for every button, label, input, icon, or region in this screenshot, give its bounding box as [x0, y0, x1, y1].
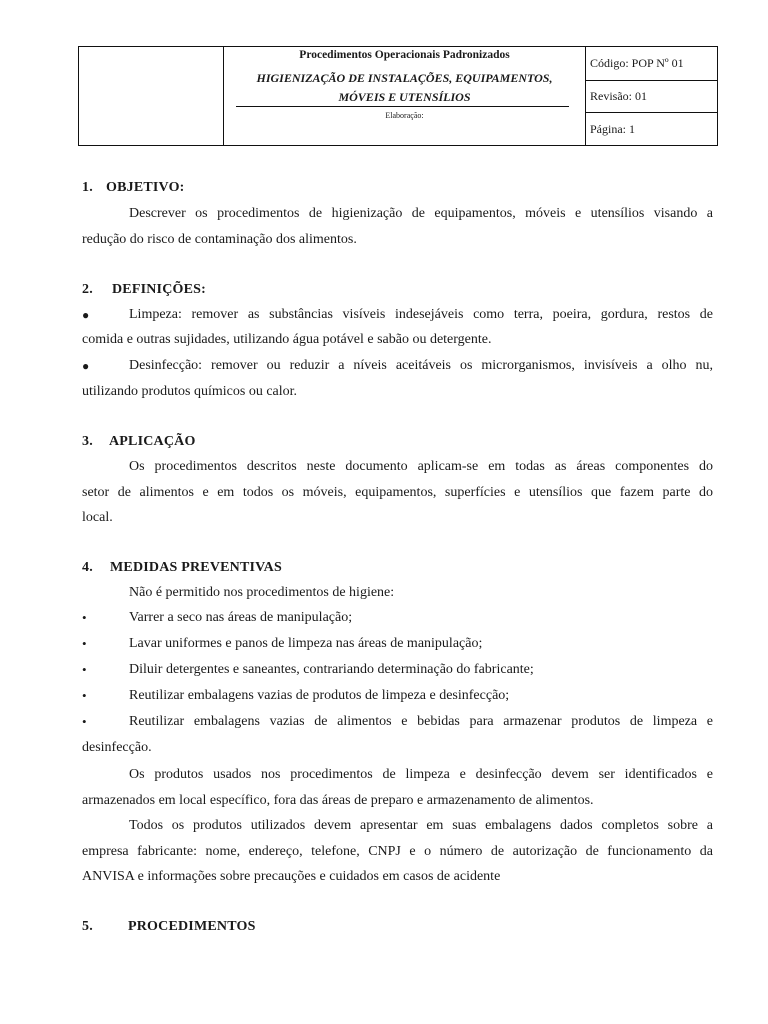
section-1-line-2: redução do risco de contaminação dos alimentos.: [82, 232, 357, 247]
doc-subject-line-2: MÓVEIS E UTENSÍLIOS: [338, 90, 471, 104]
doc-type-title: Procedimentos Operacionais Padronizados: [299, 49, 510, 61]
page-cell: Página: 1: [590, 121, 635, 136]
prohibition-item: Lavar uniformes e panos de limpeza nas áreas de manipulação;: [129, 636, 483, 651]
prohibition-item: Varrer a seco nas áreas de manipulação;: [129, 610, 353, 625]
bullet-icon: •: [82, 714, 87, 729]
code-cell: Código: POP Nº 01: [586, 47, 717, 81]
bullet-icon: •: [82, 662, 87, 677]
section-4-heading: 4. MEDIDAS PREVENTIVAS: [82, 560, 282, 575]
storage-paragraph-line-1: Os produtos usados nos procedimentos de limpeza e desinfecção devem ser identificados e: [129, 767, 713, 782]
storage-paragraph-line-2: armazenados em local específico, fora das áreas de preparo e armazenamento de alimentos.: [82, 793, 594, 808]
bullet-icon: ●: [82, 359, 90, 373]
title-cell: [224, 47, 586, 145]
elaboration-label: Elaboração:: [385, 111, 424, 120]
definition-disinfection-line-2: utilizando produtos químicos ou calor.: [82, 384, 298, 399]
prohibition-item: Diluir detergentes e saneantes, contrariando determinação do fabricante;: [129, 662, 534, 677]
section-5-heading: 5. PROCEDIMENTOS: [82, 919, 256, 934]
section-3-line-2: setor de alimentos e em todos os móveis, equipamentos, superfícies e utensílios que fazem parte do: [82, 485, 713, 500]
doc-subject-line-1: HIGIENIZAÇÃO DE INSTALAÇÕES, EQUIPAMENTOS,: [256, 71, 553, 85]
labeling-paragraph-line-3: ANVISA e informações sobre precauções e cuidados em casos de acidente: [82, 869, 501, 884]
header-table: [78, 46, 718, 146]
section-2-heading: 2. DEFINIÇÕES:: [82, 282, 206, 297]
section-1-line-1: Descrever os procedimentos de higienização de equipamentos, móveis e utensílios visando a: [129, 206, 713, 221]
prohibition-item-continuation: desinfecção.: [82, 740, 152, 755]
labeling-paragraph-line-2: empresa fabricante: nome, endereço, telefone, CNPJ e o número de autorização de funcionamento da: [82, 844, 713, 859]
definition-disinfection-line-1: Desinfecção: remover ou reduzir a níveis aceitáveis os microrganismos, invisíveis a olho nu,: [129, 358, 713, 373]
section-3-line-3: local.: [82, 510, 113, 525]
prohibition-item: Reutilizar embalagens vazias de alimentos e bebidas para armazenar produtos de limpeza e: [129, 714, 713, 729]
section-3-line-1: Os procedimentos descritos neste documento aplicam-se em todas as áreas componentes do: [129, 459, 713, 474]
revision-cell: Revisão: 01: [586, 81, 717, 113]
bullet-icon: ●: [82, 308, 90, 322]
bullet-icon: •: [82, 636, 87, 651]
prohibition-item: Reutilizar embalagens vazias de produtos de limpeza e desinfecção;: [129, 688, 510, 703]
title-divider: [236, 106, 569, 107]
bullet-icon: •: [82, 688, 87, 703]
logo-cell: [79, 47, 224, 145]
section-3-heading: 3. APLICAÇÃO: [82, 434, 196, 449]
labeling-paragraph-line-1: Todos os produtos utilizados devem apresentar em suas embalagens dados completos sobre a: [129, 818, 713, 833]
section-4-intro: Não é permitido nos procedimentos de higiene:: [129, 585, 395, 600]
definition-cleaning-line-2: comida e outras sujidades, utilizando água potável e sabão ou detergente.: [82, 332, 492, 347]
bullet-icon: •: [82, 610, 87, 625]
definition-cleaning-line-1: Limpeza: remover as substâncias visíveis indesejáveis como terra, poeira, gordura, restos de: [129, 307, 713, 322]
doc-subject: [224, 69, 585, 107]
meta-cells: [586, 47, 717, 145]
section-1-heading: 1. OBJETIVO:: [82, 180, 185, 195]
